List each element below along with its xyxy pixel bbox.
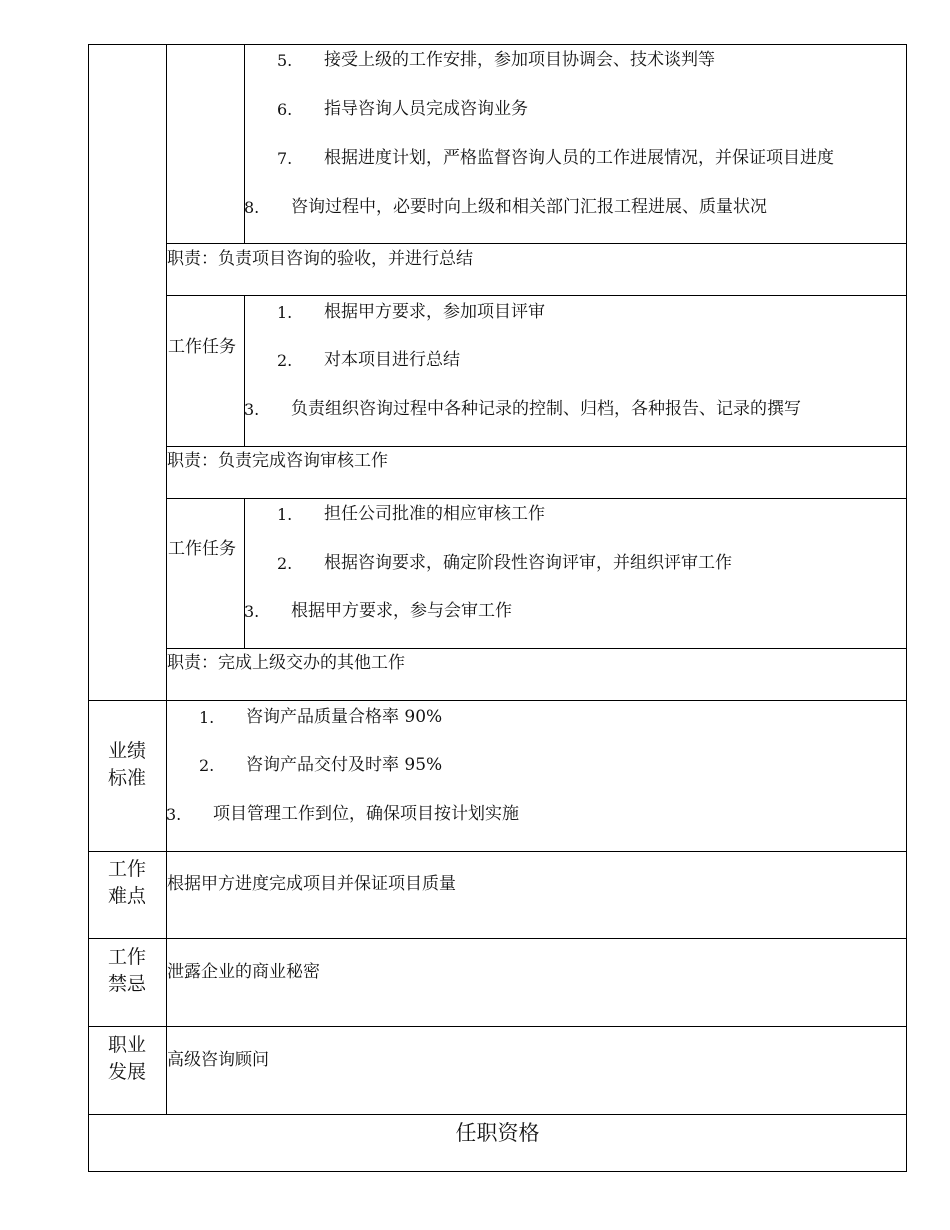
list-item: 对本项目进行总结 — [324, 350, 460, 370]
list-number: 1. — [199, 708, 215, 727]
list-item: 咨询产品交付及时率 95% — [246, 755, 443, 775]
row-divider — [166, 648, 907, 649]
col-divider-main — [166, 44, 167, 1115]
list-item: 指导咨询人员完成咨询业务 — [324, 99, 528, 119]
section-title: 任职资格 — [455, 1121, 540, 1145]
row-divider — [166, 295, 907, 296]
list-number: 3. — [166, 805, 182, 824]
list-number: 5. — [277, 51, 293, 70]
table-border-right — [906, 44, 907, 1172]
list-item: 根据进度计划，严格监督咨询人员的工作进展情况，并保证项目进度 — [324, 148, 834, 168]
row-divider — [88, 1114, 907, 1115]
col-divider-task-3 — [244, 498, 245, 648]
list-number: 1. — [277, 505, 293, 524]
task-label: 工作任务 — [168, 539, 236, 559]
duty-heading: 职责：负责项目咨询的验收，并进行总结 — [167, 249, 473, 269]
list-item: 咨询过程中，必要时向上级和相关部门汇报工程进展、质量状况 — [291, 197, 767, 217]
taboo-label: 工作禁忌 — [107, 946, 146, 995]
difficulty-label: 工作难点 — [107, 858, 146, 907]
row-divider — [88, 938, 907, 939]
table-border-bottom — [88, 1171, 907, 1172]
list-item: 根据甲方要求，参加项目评审 — [324, 302, 545, 322]
row-divider — [166, 243, 907, 244]
row-divider — [88, 851, 907, 852]
list-number: 3. — [244, 602, 260, 621]
table-border-top — [88, 44, 907, 45]
list-number: 6. — [277, 100, 293, 119]
list-item: 咨询产品质量合格率 90% — [246, 707, 443, 727]
row-divider — [88, 700, 907, 701]
duty-heading: 职责：完成上级交办的其他工作 — [167, 653, 405, 673]
taboo-text: 泄露企业的商业秘密 — [167, 962, 320, 982]
list-number: 2. — [199, 756, 215, 775]
career-text: 高级咨询顾问 — [167, 1050, 269, 1070]
list-number: 2. — [277, 351, 293, 370]
duty-heading: 职责：负责完成咨询审核工作 — [167, 451, 388, 471]
col-divider-task-2 — [244, 296, 245, 446]
row-divider — [88, 1026, 907, 1027]
career-label: 职业发展 — [107, 1034, 146, 1083]
difficulty-text: 根据甲方进度完成项目并保证项目质量 — [167, 874, 456, 894]
table-border-left — [88, 44, 89, 1172]
list-item: 接受上级的工作安排，参加项目协调会、技术谈判等 — [324, 50, 715, 70]
list-number: 2. — [277, 554, 293, 573]
row-divider — [166, 498, 907, 499]
list-item: 根据甲方要求，参与会审工作 — [291, 601, 512, 621]
list-item: 根据咨询要求，确定阶段性咨询评审，并组织评审工作 — [324, 553, 732, 573]
list-item: 项目管理工作到位，确保项目按计划实施 — [213, 804, 519, 824]
list-item: 负责组织咨询过程中各种记录的控制、归档，各种报告、记录的撰写 — [291, 399, 801, 419]
row-divider — [166, 446, 907, 447]
list-number: 3. — [244, 400, 260, 419]
list-number: 1. — [277, 303, 293, 322]
task-label: 工作任务 — [168, 337, 236, 357]
list-item: 担任公司批准的相应审核工作 — [324, 504, 545, 524]
list-number: 7. — [277, 149, 293, 168]
performance-label: 业绩标准 — [107, 740, 146, 789]
list-number: 8. — [244, 198, 260, 217]
